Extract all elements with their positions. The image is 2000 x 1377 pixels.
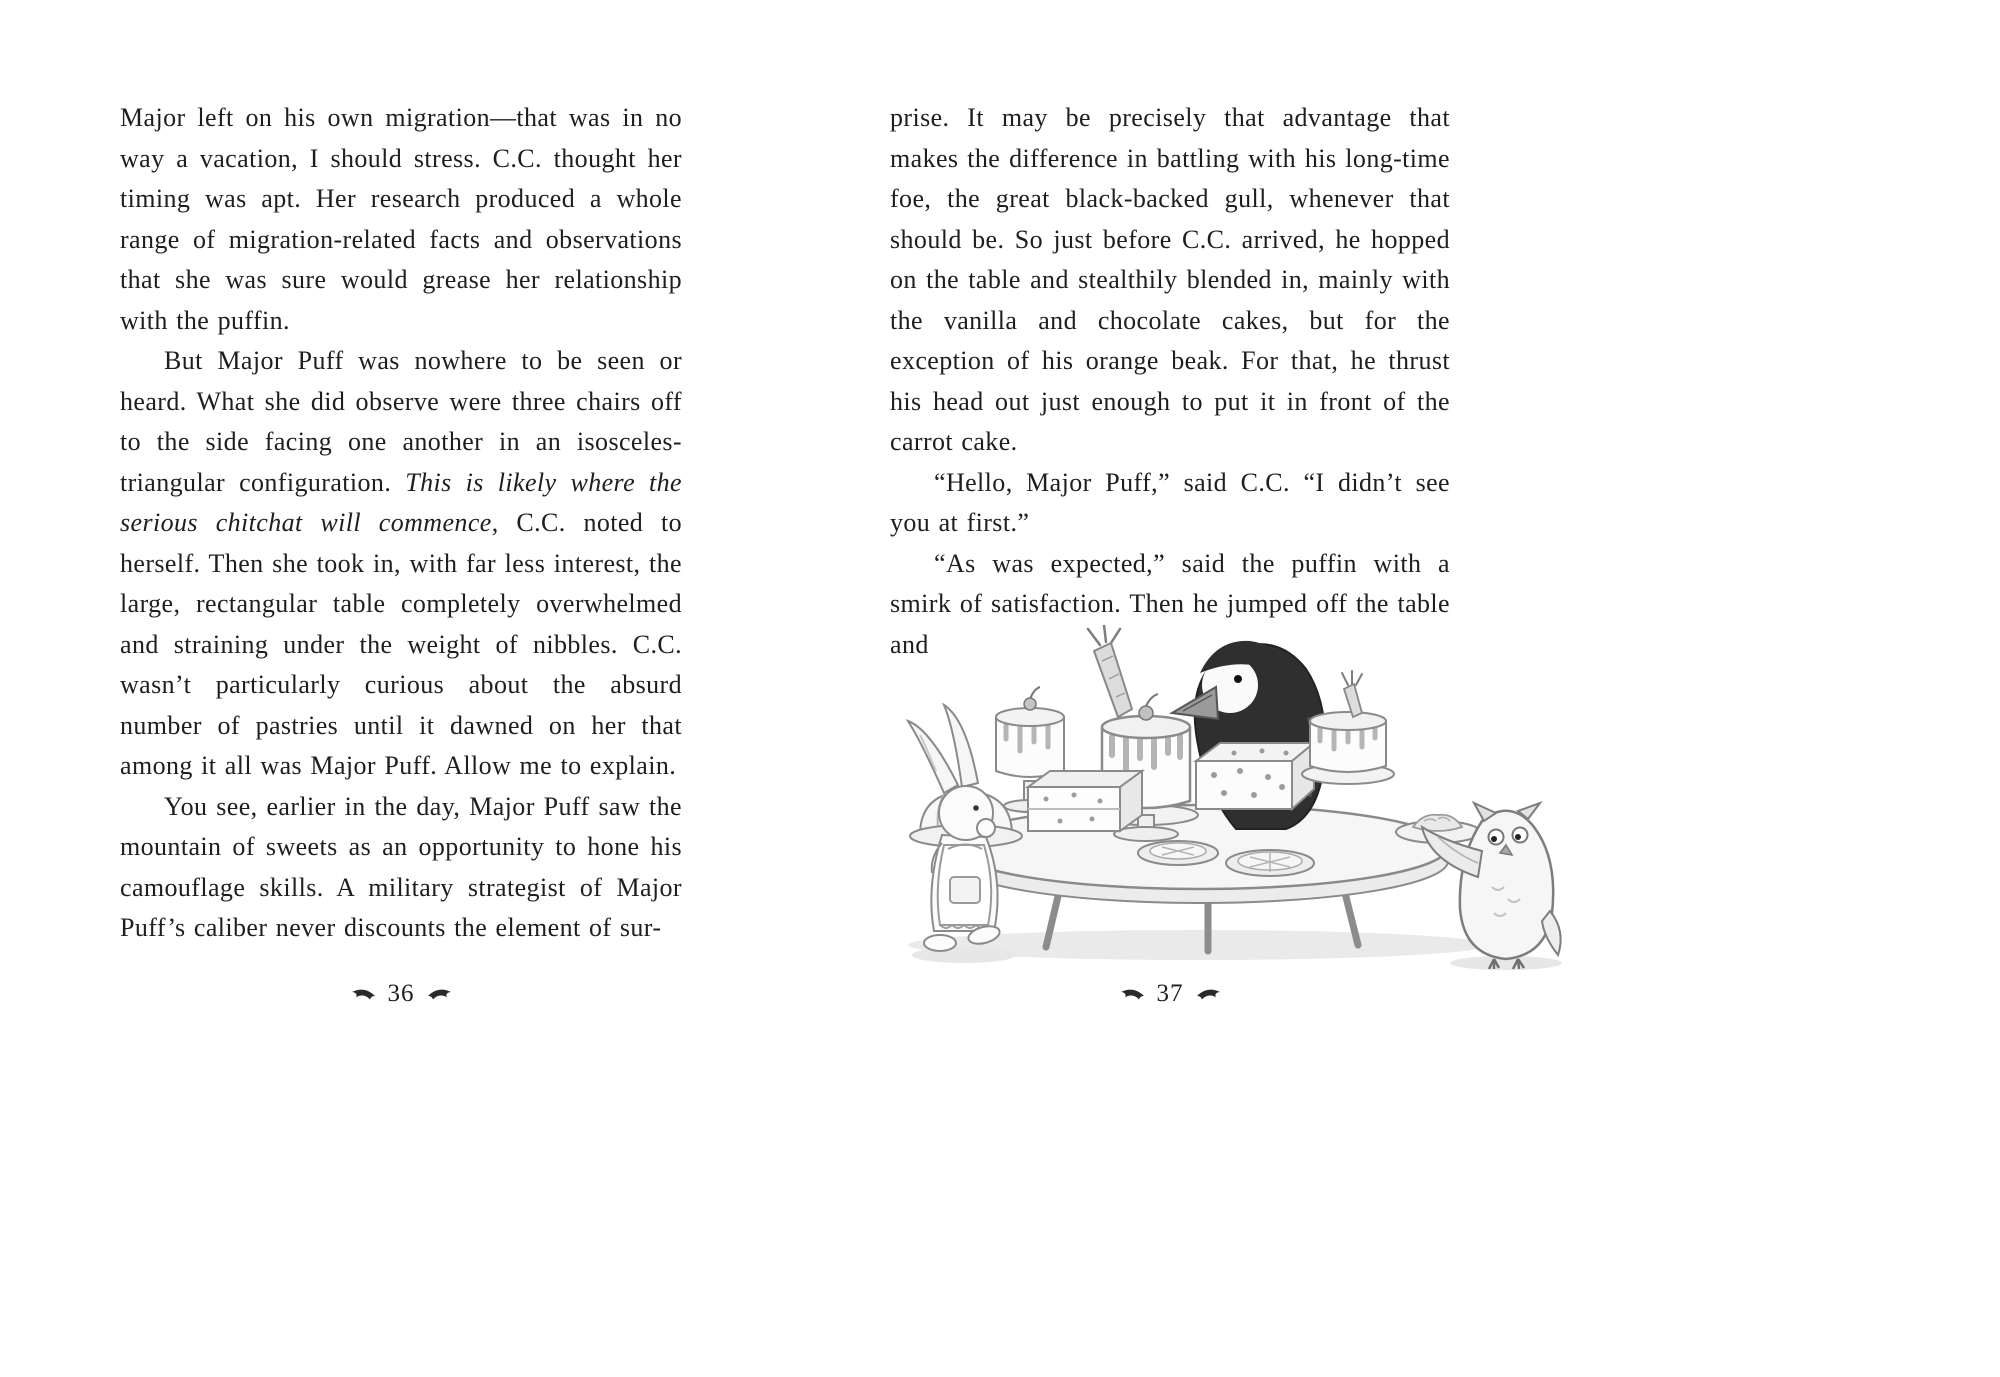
paragraph-2-italic-text: This is likely where the serious chitchat will commence bbox=[120, 467, 682, 537]
fleuron-right-icon bbox=[427, 987, 453, 1001]
paragraph-2-text-before: But Major Puff was nowhere to be seen or heard. What she did observe were three chairs off to the side facing one another in an isosceles-triangular configuration. bbox=[120, 346, 682, 497]
paragraph-6: “As was expected,” said the puffin with a smirk of satisfaction. Then he jumped off the table and bbox=[890, 548, 1450, 659]
paragraph-4: prise. It may be precisely that advantage that makes the difference in battling with his long-time foe, the great black-backed gull, whenever that should be. So just before C.C. arrived, he hopped on the table and stealthily blended in, mainly with the vanilla and chocolate cakes, but for the exception of his orange beak. For that, he thrust his head out just enough to put it in front of the carrot cake. bbox=[890, 103, 1450, 456]
fleuron-right-icon bbox=[1196, 987, 1222, 1001]
puffin-beak bbox=[1172, 687, 1218, 719]
illustration-svg bbox=[878, 625, 1568, 975]
bunny-eye bbox=[973, 805, 979, 811]
page-number-left: 36 bbox=[387, 980, 415, 1007]
owl-eye-left bbox=[1491, 836, 1497, 842]
dessert-table-illustration bbox=[878, 625, 1568, 975]
page-right-footer bbox=[890, 980, 1450, 1008]
puffin-eye bbox=[1234, 675, 1242, 683]
page-right-text bbox=[890, 98, 1450, 665]
paragraph-2-text-after: , C.C. noted to herself. Then she took in, with far less interest, the large, rectangular table completely overwhelmed and straining under the weight of nibbles. C.C. wasn’t particularly curious about the absurd number of pastries until it dawned on her that among it all was Major Puff. Allow me to explain. bbox=[120, 508, 682, 780]
owl-eye-right bbox=[1515, 834, 1521, 840]
owl-tail bbox=[1542, 911, 1561, 955]
page-left-footer bbox=[120, 980, 682, 1008]
bunny-shadow bbox=[912, 947, 1016, 963]
sandwich-stack bbox=[1028, 771, 1142, 831]
square-cake bbox=[1196, 743, 1314, 809]
paragraph-3: You see, earlier in the day, Major Puff saw the mountain of sweets as an opportunity to hone his camouflage skills. A military strategist of Major Puff’s caliber never discounts the element of sur- bbox=[120, 791, 682, 942]
pie-two bbox=[1226, 850, 1314, 876]
page-left-text bbox=[120, 98, 682, 949]
carrot-icon bbox=[1088, 625, 1132, 717]
paragraph-2 bbox=[120, 341, 682, 787]
bunny-paw bbox=[977, 819, 995, 837]
pie-one bbox=[1138, 841, 1218, 865]
fleuron-left-icon bbox=[350, 987, 376, 1001]
paragraph-5: “Hello, Major Puff,” said C.C. “I didn’t see you at first.” bbox=[890, 467, 1450, 537]
fleuron-left-icon bbox=[1119, 987, 1145, 1001]
paragraph-1: Major left on his own migration—that was in no way a vacation, I should stress. C.C. thought her timing was apt. Her research produced a whole range of migration-related facts and observations that she was sure would grease her relationship with the puffin. bbox=[120, 103, 682, 335]
page-number-right: 37 bbox=[1156, 980, 1184, 1007]
apron-pocket bbox=[950, 877, 980, 903]
